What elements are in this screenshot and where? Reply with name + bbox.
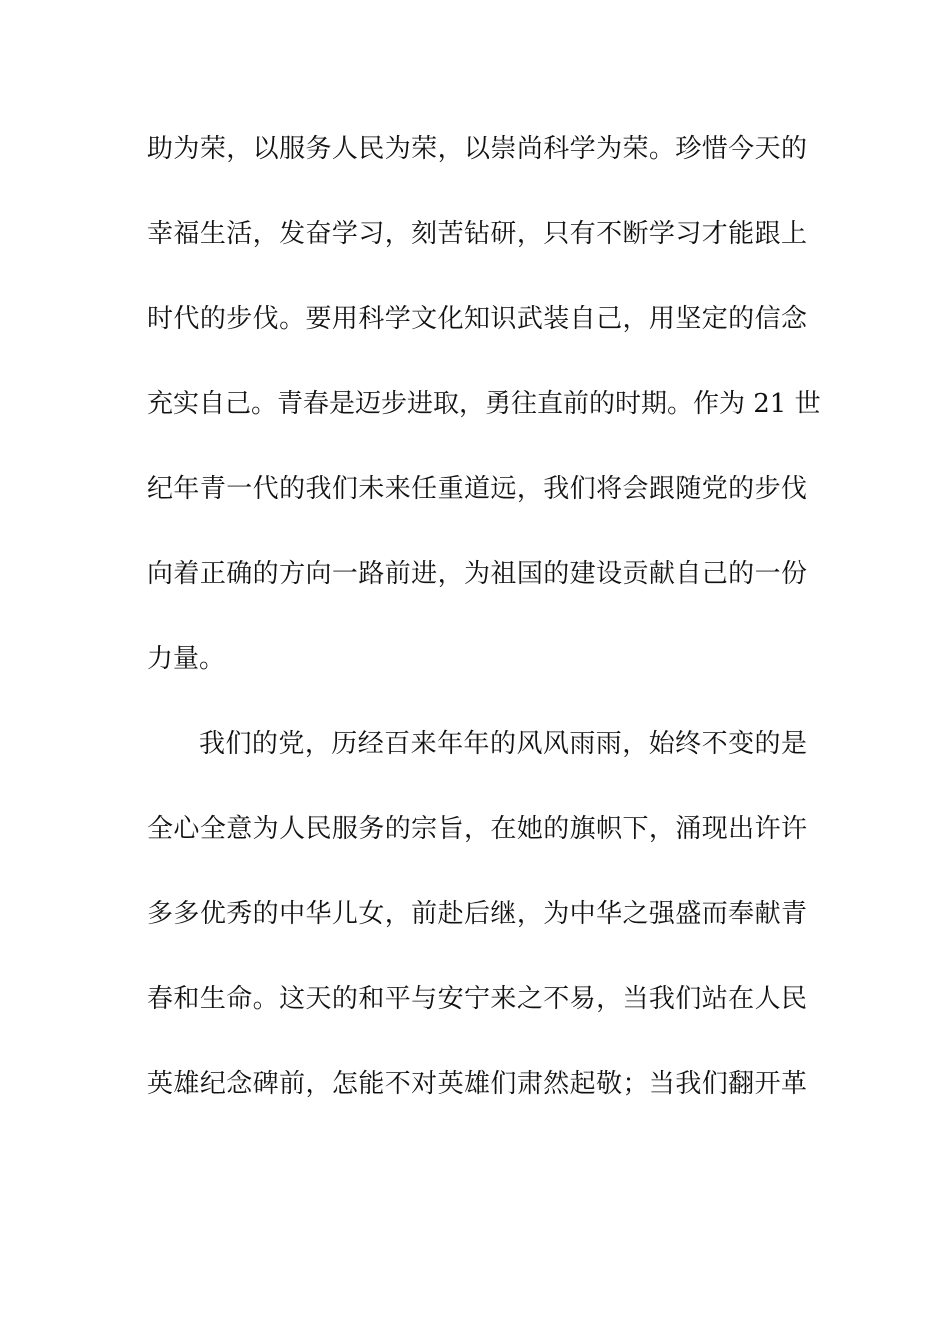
text-line: 春和生命。这天的和平与安宁来之不易，当我们站在人民 — [147, 984, 807, 1014]
text-line: 全心全意为人民服务的宗旨，在她的旗帜下，涌现出许许 — [147, 814, 807, 844]
text-line: 纪年青一代的我们未来任重道远，我们将会跟随党的步伐 — [147, 474, 807, 504]
text-line: 向着正确的方向一路前进，为祖国的建设贡献自己的一份 — [147, 559, 807, 589]
document-body — [147, 132, 821, 1152]
text-line: 英雄纪念碑前，怎能不对英雄们肃然起敬；当我们翻开革 — [147, 1069, 807, 1099]
text-line: 充实自己。青春是迈步进取，勇往直前的时期。作为 21 世 — [147, 389, 821, 419]
paragraph-first-line: 我们的党，历经百来年年的风风雨雨，始终不变的是 — [199, 729, 807, 759]
text-line: 幸福生活，发奋学习，刻苦钻研，只有不断学习才能跟上 — [147, 219, 807, 249]
text-line: 力量。 — [147, 644, 226, 674]
text-line: 多多优秀的中华儿女，前赴后继，为中华之强盛而奉献青 — [147, 899, 807, 929]
text-line: 时代的步伐。要用科学文化知识武装自己，用坚定的信念 — [147, 304, 807, 334]
text-line: 助为荣，以服务人民为荣，以崇尚科学为荣。珍惜今天的 — [147, 134, 807, 164]
